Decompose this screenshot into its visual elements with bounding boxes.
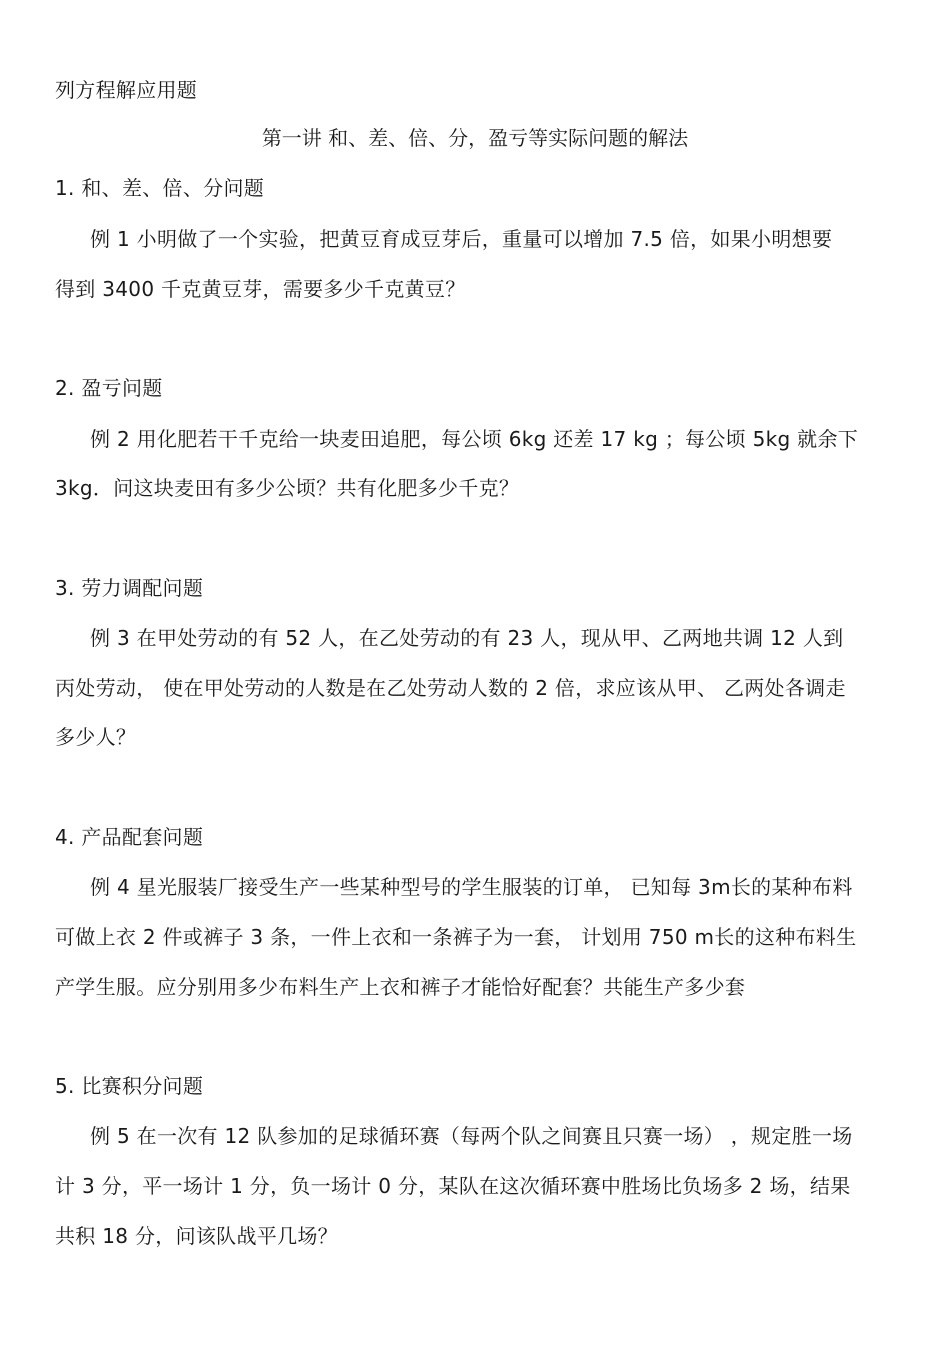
example-5-line-2: 计 3 分，平一场计 1 分，负一场计 0 分，某队在这次循环赛中胜场比负场多 2 场，结果 bbox=[55, 1174, 851, 1198]
example-1-line-1: 例 1 小明做了一个实验，把黄豆育成豆芽后，重量可以增加 7.5 倍，如果小明想要 bbox=[90, 227, 833, 251]
example-4-line-1: 例 4 星光服装厂接受生产一些某种型号的学生服装的订单， 已知每 3m长的某种布料 bbox=[90, 875, 853, 899]
example-4-line-3: 产学生服。应分别用多少布料生产上衣和裤子才能恰好配套？共能生产多少套 bbox=[55, 975, 746, 999]
example-4-line-2: 可做上衣 2 件或裤子 3 条，一件上衣和一条裤子为一套， 计划用 750 m长的这种布料生 bbox=[55, 925, 857, 949]
example-1-line-2: 得到 3400 千克黄豆芽，需要多少千克黄豆？ bbox=[55, 277, 466, 301]
lecture-title: 第一讲 和、差、倍、分，盈亏等实际问题的解法 bbox=[261, 126, 689, 150]
section-4-heading: 4. 产品配套问题 bbox=[55, 825, 204, 849]
section-5-heading: 5. 比赛积分问题 bbox=[55, 1074, 204, 1098]
top-heading: 列方程解应用题 bbox=[55, 78, 198, 102]
example-2-line-2: 3kg．问这块麦田有多少公顷？共有化肥多少千克？ bbox=[55, 476, 520, 500]
example-3-line-2: 丙处劳动， 使在甲处劳动的人数是在乙处劳动人数的 2 倍，求应该从甲、 乙两处各调走 bbox=[55, 676, 846, 700]
example-5-line-3: 共积 18 分，问该队战平几场？ bbox=[55, 1224, 338, 1248]
example-3-line-3: 多少人？ bbox=[55, 725, 137, 749]
example-2-line-1: 例 2 用化肥若干千克给一块麦田追肥，每公顷 6kg 还差 17 kg ；每公顷 5kg 就余下 bbox=[90, 427, 859, 451]
example-5-line-1: 例 5 在一次有 12 队参加的足球循环赛（每两个队之间赛且只赛一场） ，规定胜一场 bbox=[90, 1124, 853, 1148]
section-3-heading: 3. 劳力调配问题 bbox=[55, 576, 204, 600]
example-3-line-1: 例 3 在甲处劳动的有 52 人，在乙处劳动的有 23 人，现从甲、乙两地共调 12 人到 bbox=[90, 626, 844, 650]
section-2-heading: 2. 盈亏问题 bbox=[55, 376, 163, 400]
section-1-heading: 1. 和、差、倍、分问题 bbox=[55, 176, 265, 200]
